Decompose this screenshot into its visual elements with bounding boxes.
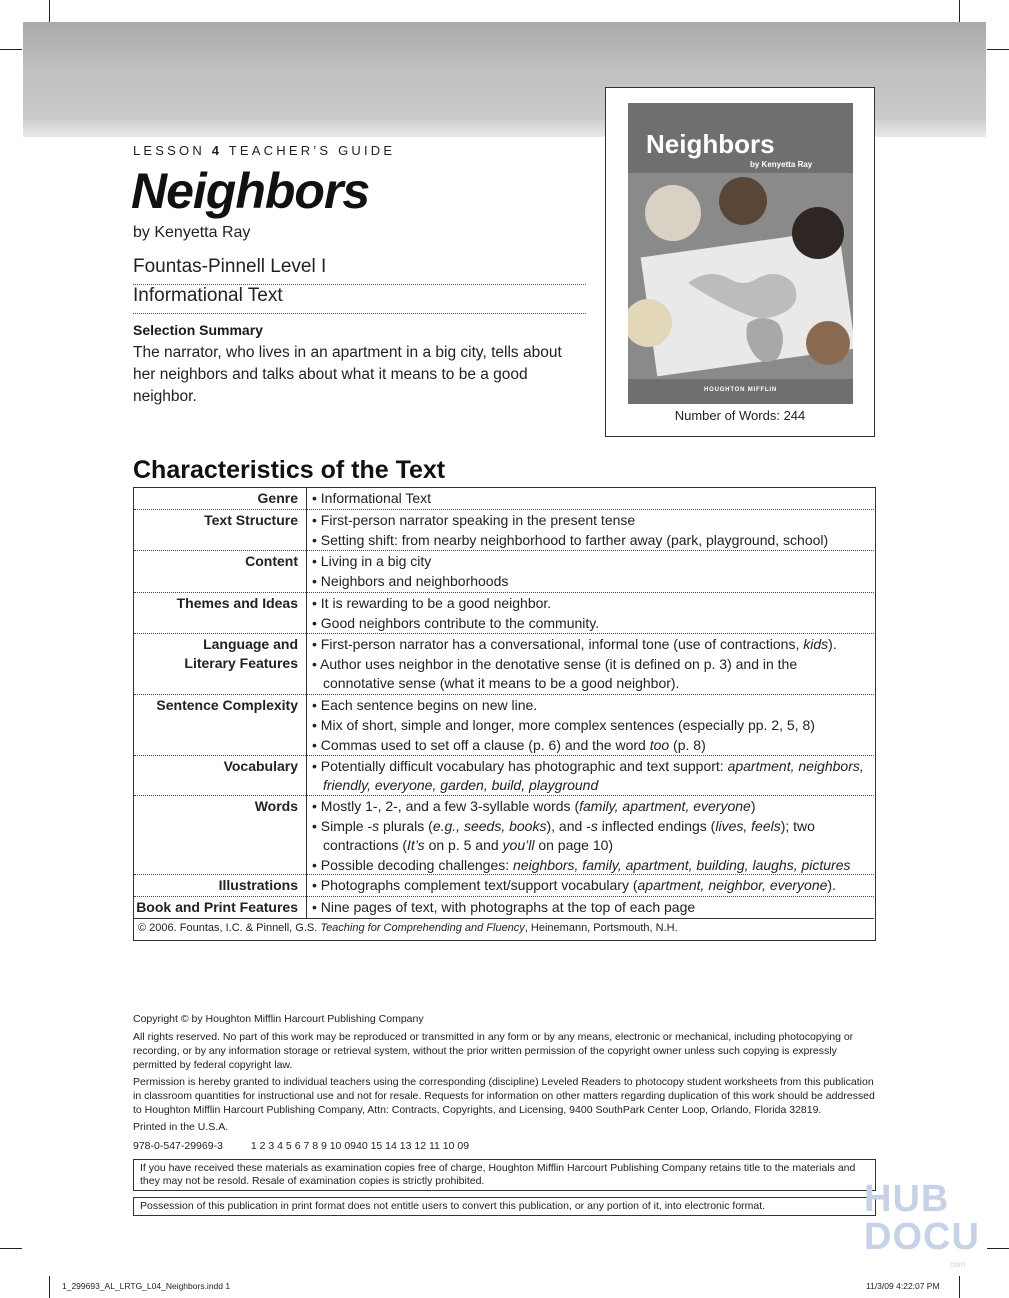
row-content: • Nine pages of text, with photographs at the top of each page <box>312 899 696 915</box>
table-row-sentence-complexity <box>134 695 874 756</box>
cover-publisher: HOUGHTON MIFFLIN <box>703 387 778 393</box>
electronic-format-notice: Possession of this publication in print format does not entitle users to convert this publication, or any portion of it, into electronic format. <box>133 1197 876 1216</box>
crop-mark <box>49 0 50 22</box>
crop-mark <box>0 49 22 50</box>
table-row-illustrations <box>134 875 874 897</box>
row-label: Vocabulary <box>223 758 298 774</box>
summary-heading: Selection Summary <box>133 322 263 338</box>
row-label: Themes and Ideas <box>176 595 298 611</box>
printed-line: Printed in the U.S.A. <box>133 1121 229 1133</box>
row-content: • First-person narrator has a conversational, informal tone (use of contractions, kids). • Author uses neighbor in the denotative sense (it is defined on p. 3) and in the connotative sense (what it means to be a good neighbor). <box>312 636 837 691</box>
row-label: Illustrations <box>218 877 298 893</box>
cover-photo <box>628 173 853 379</box>
page-title: Neighbors <box>131 163 370 219</box>
footer-filename: 1_299693_AL_LRTG_L04_Neighbors.indd 1 <box>62 1281 231 1291</box>
level-line: Fountas-Pinnell Level I <box>133 256 586 285</box>
row-label: Sentence Complexity <box>156 697 298 713</box>
row-content: • It is rewarding to be a good neighbor. • Good neighbors contribute to the community. <box>312 595 600 631</box>
row-content: • Mostly 1-, 2-, and a few 3-syllable words (family, apartment, everyone) • Simple -s plurals (e.g., seeds, books), and -s inflected endings (lives, feels); two contractions (It’s on p. 5 and you’ll on page 10) • Possible decoding challenges: neighbors, family, apartment, building, laughs, pictures <box>312 798 851 873</box>
row-content: • Potentially difficult vocabulary has photographic and text support: apartment, neighbors, friendly, everyone, garden, build, playground <box>312 758 864 793</box>
table-row-genre <box>134 488 874 510</box>
rights-paragraph: All rights reserved. No part of this work may be reproduced or transmitted in any form or by any means, electronic or mechanical, including photocopying or recording, or by any information storage or retrieval system, without the prior written permission of the copyright owner unless such copying is expressly permitted by federal copyright law. <box>133 1031 854 1071</box>
exam-copy-notice: If you have received these materials as examination copies free of charge, Houghton Mifflin Harcourt Publishing Company retains title to the materials and they may not be resold. Resale of examination copies is strictly prohibited. <box>133 1159 876 1191</box>
characteristics-table <box>133 487 876 941</box>
row-label: Words <box>254 798 298 814</box>
cover-subtitle: by Kenyetta Ray <box>750 160 813 169</box>
crop-mark <box>987 49 1009 50</box>
table-row-content <box>134 551 874 593</box>
isbn-line: 978-0-547-29969-3 1 2 3 4 5 6 7 8 9 10 0940 15 14 13 12 11 10 09 <box>133 1140 470 1152</box>
table-row-book-features <box>134 897 874 919</box>
table-row-vocabulary <box>134 756 874 796</box>
table-row-words <box>134 796 874 875</box>
footer-timestamp: 11/3/09 4:22:07 PM <box>866 1281 940 1291</box>
book-cover <box>628 103 853 404</box>
crop-mark <box>987 1248 1009 1249</box>
row-label: Book and Print Features <box>136 899 298 915</box>
crop-mark <box>959 0 960 22</box>
permission-paragraph: Permission is hereby granted to individual teachers using the corresponding (discipline) Leveled Readers to photocopy student worksheets from this publication in classroom quantities for instructional use and not for resale. Requests for information on other matters regarding duplication of this work should be addressed to Houghton Mifflin Harcourt Publishing Company, Attn: Contracts, Copyrights, and Licensing, 9400 SouthPark Center Loop, Orlando, Florida 32819. <box>133 1076 875 1116</box>
genre-line: Informational Text <box>133 285 586 314</box>
crop-mark <box>49 1276 50 1298</box>
row-label: Language and Literary Features <box>184 636 298 671</box>
word-count: Number of Words: 244 <box>674 408 806 423</box>
author: by Kenyetta Ray <box>133 224 251 241</box>
lesson-label: LESSON 4 TEACHER’S GUIDE <box>133 143 396 158</box>
row-label: Text Structure <box>204 512 298 528</box>
row-content: • Photographs complement text/support vocabulary (apartment, neighbor, everyone). <box>312 877 836 893</box>
crop-mark <box>959 1276 960 1298</box>
row-label: Content <box>245 553 298 569</box>
table-row-text-structure <box>134 510 874 551</box>
summary-text: The narrator, who lives in an apartment in a big city, tells about her neighbors and talks about what it means to be a good neighbor. <box>133 344 562 405</box>
characteristics-heading: Characteristics of the Text <box>133 456 446 484</box>
table-row-themes <box>134 593 874 634</box>
row-content: • First-person narrator speaking in the present tense • Setting shift: from nearby neighborhood to farther away (park, playground, school) <box>312 512 829 548</box>
cover-title: Neighbors <box>646 129 775 159</box>
row-content: • Informational Text <box>312 490 432 506</box>
row-label: Genre <box>257 490 298 506</box>
copyright-line: Copyright © by Houghton Mifflin Harcourt Publishing Company <box>133 1013 424 1025</box>
row-content: • Each sentence begins on new line. • Mix of short, simple and longer, more complex sentences (especially pp. 2, 5, 8) • Commas used to set off a clause (p. 6) and the word too (p. 8) <box>312 697 815 753</box>
watermark-logo: HUB DOCU .com <box>864 1178 980 1269</box>
citation: © 2006. Fountas, I.C. & Pinnell, G.S. Teaching for Comprehending and Fluency, Heinemann, Portsmouth, N.H. <box>138 922 678 934</box>
table-row-language <box>134 634 874 695</box>
crop-mark <box>0 1248 22 1249</box>
row-content: • Living in a big city • Neighbors and neighborhoods <box>312 553 509 589</box>
